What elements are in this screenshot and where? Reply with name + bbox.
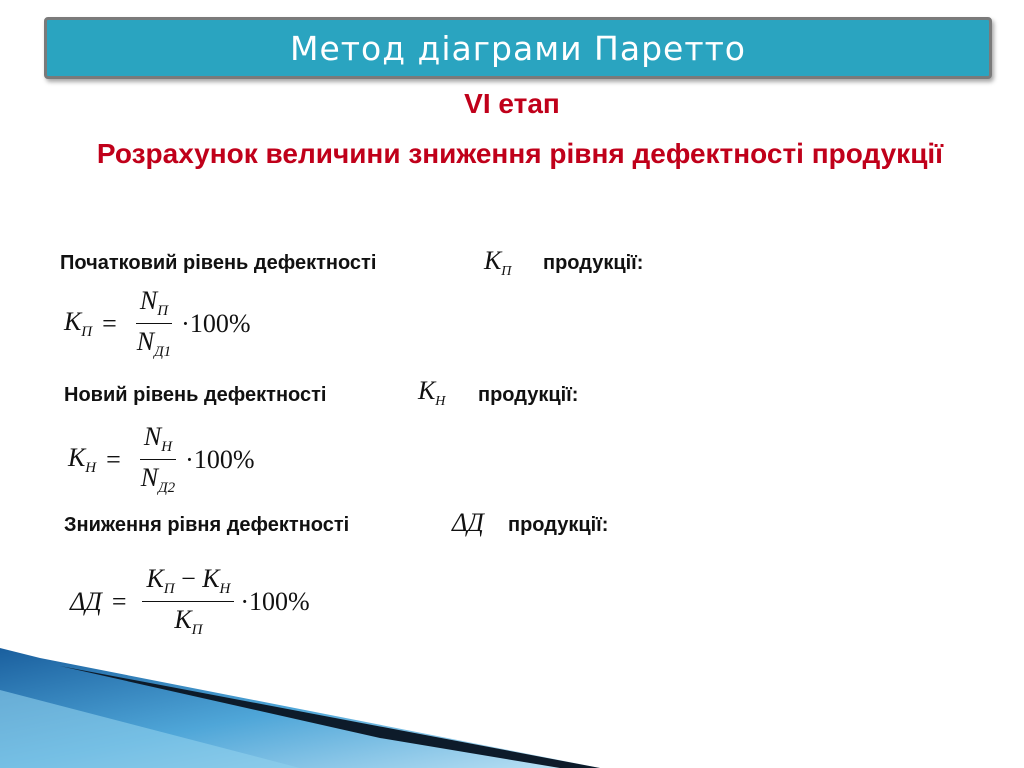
fraction-delta: $\frac{К_П - К_Н}{К_П}$ <box>142 564 234 639</box>
new-level-symbol: $К_Н$ <box>418 376 446 410</box>
formula-kn: $К_Н$ = $\frac{N_Н}{N_{Д2}}$ ·100% <box>68 422 255 497</box>
formula-delta: ΔД = $\frac{К_П - К_Н}{К_П}$ ·100% <box>70 564 310 639</box>
formula-kp: $К_П$ = $\frac{N_П}{N_{Д1}}$ ·100% <box>64 286 251 361</box>
title-bar <box>44 17 992 79</box>
new-level-suffix: продукції: <box>478 384 579 406</box>
fraction-kn: $\frac{N_Н}{N_{Д2}}$ <box>140 422 176 497</box>
stage-subtitle: Розрахунок величини зниження рівня дефектності продукції <box>96 138 944 169</box>
initial-level-label: Початковий рівень дефектності <box>60 252 377 274</box>
stage-title: VI етап <box>464 88 560 119</box>
new-level-label: Новий рівень дефектності <box>64 384 327 406</box>
initial-level-symbol: $К_П$ <box>484 246 512 280</box>
initial-level-suffix: продукції: <box>543 252 644 274</box>
page-title: Метод діаграми Паретто <box>290 28 746 68</box>
reduction-symbol: ΔД <box>452 508 484 537</box>
decorative-swoosh <box>0 630 1024 768</box>
reduction-suffix: продукції: <box>508 514 609 536</box>
reduction-label: Зниження рівня дефектності <box>64 514 350 536</box>
fraction-kp: $\frac{N_П}{N_{Д1}}$ <box>136 286 172 361</box>
